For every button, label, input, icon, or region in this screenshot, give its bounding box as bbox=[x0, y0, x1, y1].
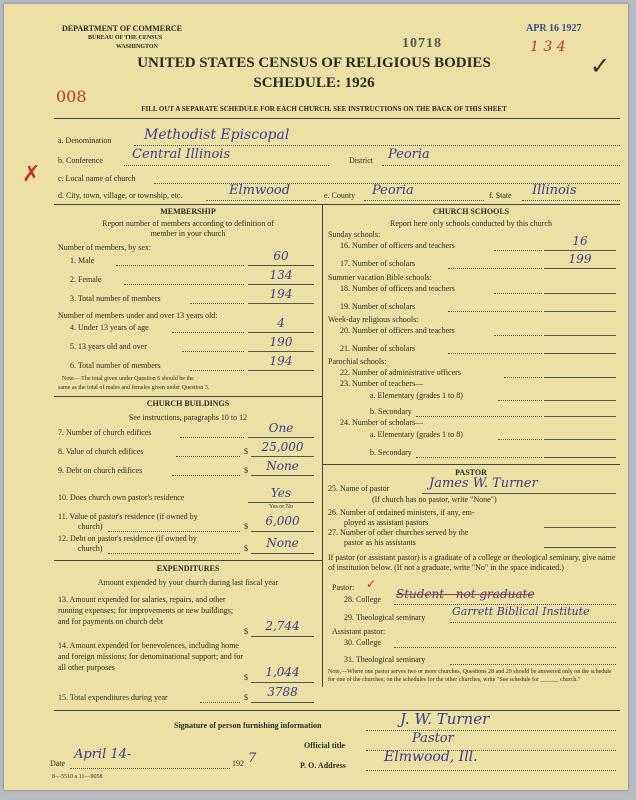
form-title: UNITED STATES CENSUS OF RELIGIOUS BODIES bbox=[137, 55, 491, 71]
schedule-sheet bbox=[4, 4, 628, 790]
q26-label-cont: ployed as assistant pastors bbox=[344, 518, 429, 527]
q12-dollar: $ bbox=[244, 544, 248, 553]
q27-label-cont: pastor as his assistants bbox=[344, 538, 416, 547]
pastor-check-mark: ✓ bbox=[366, 577, 377, 591]
membership-note-2: same as the total of males and females given under Question 3. bbox=[58, 385, 210, 391]
summer-schools-label: Summer vacation Bible schools: bbox=[328, 273, 432, 282]
q11-value: 6,000 bbox=[265, 514, 300, 528]
handwritten-code-mark: 008 bbox=[56, 87, 87, 106]
district-value: Peoria bbox=[388, 147, 430, 162]
state-value: Illinois bbox=[532, 183, 577, 198]
q9-label: 9. Debt on church edifices bbox=[58, 466, 143, 475]
county-value: Peoria bbox=[372, 183, 414, 198]
membership-intro-2: member in your church bbox=[150, 229, 226, 238]
state-label: f. State bbox=[489, 191, 512, 200]
q24b-label: b. Secondary bbox=[370, 448, 412, 457]
date-year-prefix: 192 bbox=[232, 759, 244, 768]
membership-title: MEMBERSHIP bbox=[160, 207, 216, 216]
weekday-schools-label: Week-day religious schools: bbox=[328, 315, 419, 324]
official-title-label: Official title bbox=[304, 741, 346, 750]
official-title-value: Pastor bbox=[412, 731, 454, 746]
q7-value: One bbox=[268, 421, 294, 435]
address-value: Elmwood, Ill. bbox=[384, 749, 478, 765]
q28-label: 28. College bbox=[344, 595, 381, 604]
conference-label: b. Conference bbox=[58, 156, 103, 165]
local-church-label: c. Local name of church bbox=[58, 174, 136, 183]
q24a-label: a. Elementary (grades 1 to 8) bbox=[370, 430, 463, 439]
sunday-schools-label: Sunday schools: bbox=[328, 230, 381, 239]
q27-label: 27. Number of other churches served by the bbox=[328, 528, 469, 537]
q11-dollar: $ bbox=[244, 522, 248, 531]
city-field-label: d. City, town, village, or township, etc. bbox=[58, 191, 183, 200]
expenditures-subtitle: Amount expended by your church during last fiscal year bbox=[97, 578, 279, 587]
q23-label: 23. Number of teachers— bbox=[340, 379, 424, 388]
yes-or-no-hint: Yes or No bbox=[268, 504, 294, 510]
q23a-label: a. Elementary (grades 1 to 8) bbox=[370, 391, 463, 400]
city-label: WASHINGTON bbox=[116, 44, 158, 50]
expenditures-title: EXPENDITURES bbox=[156, 564, 220, 573]
q6-label: 6. Total number of members bbox=[70, 361, 161, 370]
q20-label: 20. Number of officers and teachers bbox=[340, 326, 455, 335]
q19-label: 19. Number of scholars bbox=[340, 302, 416, 311]
q15-value: 3788 bbox=[267, 685, 298, 699]
q6-value: 194 bbox=[269, 354, 293, 368]
serial-number: 10718 bbox=[402, 36, 442, 51]
schools-title: CHURCH SCHOOLS bbox=[432, 207, 510, 216]
q9-dollar: $ bbox=[244, 466, 248, 475]
pastor-note: Note.—Where one pastor serves two or more churches, Questions 28 and 29 should be answered only on the schedule for one of the churches; on the schedules for the other churches, write "See schedule for ______ church." bbox=[328, 669, 612, 683]
q17-value: 199 bbox=[568, 252, 592, 266]
received-date-stamp: APR 16 1927 bbox=[526, 23, 582, 34]
handwritten-number-mark: 1 3 4 bbox=[530, 39, 566, 55]
q2-value: 134 bbox=[269, 268, 293, 282]
members-by-age-label: Number of members under and over 13 years old: bbox=[58, 311, 218, 320]
assistant-pastor-subheading: Assistant pastor: bbox=[332, 627, 386, 636]
q1-value: 60 bbox=[273, 249, 289, 263]
q15-label: 15. Total expenditures during year bbox=[58, 693, 168, 702]
q16-value: 16 bbox=[572, 234, 588, 248]
date-label: Date bbox=[50, 759, 66, 768]
seminary-value: Garrett Biblical Institute bbox=[452, 605, 590, 618]
q25-label: 25. Name of pastor bbox=[328, 484, 390, 493]
buildings-title: CHURCH BUILDINGS bbox=[146, 399, 230, 408]
q1-label: 1. Male bbox=[70, 256, 95, 265]
address-label: P. O. Address bbox=[300, 761, 346, 770]
q11-label-cont: church) bbox=[78, 522, 103, 531]
college-instructions: If pastor (or assistant pastor) is a graduate of a college or theological seminary, give name of institution below. (If not a graduate, write "No" in the space indicated.) bbox=[328, 553, 616, 572]
membership-note-1: Note.—The total given under Question 6 should be the bbox=[62, 376, 194, 382]
q29-label: 29. Theological seminary bbox=[344, 613, 426, 622]
q4-value: 4 bbox=[277, 316, 285, 330]
q13-label: 13. Amount expended for salaries, repairs, and other running expenses; for improvements or new buildings; and for payments on church debt bbox=[58, 595, 234, 626]
q13-dollar: $ bbox=[244, 627, 248, 636]
q10-label: 10. Does church own pastor's residence bbox=[58, 493, 185, 502]
q9-value: None bbox=[266, 459, 299, 473]
q16-label: 16. Number of officers and teachers bbox=[340, 241, 455, 250]
parochial-schools-label: Parochial schools: bbox=[328, 357, 387, 366]
q24-label: 24. Number of scholars— bbox=[340, 418, 424, 427]
check-mark-icon: ✓ bbox=[590, 52, 611, 80]
q5-value: 190 bbox=[269, 335, 293, 349]
q8-dollar: $ bbox=[244, 447, 248, 456]
q5-label: 5. 13 years old and over bbox=[70, 342, 147, 351]
q14-label: 14. Amount expended for benevolences, including home and foreign missions; for denominational support; and for all other purposes bbox=[58, 641, 244, 672]
bureau-label: BUREAU OF THE CENSUS bbox=[88, 35, 163, 41]
q4-label: 4. Under 13 years of age bbox=[70, 323, 149, 332]
schools-subtitle: Report here only schools conducted by this church bbox=[390, 219, 552, 228]
q26-label: 26. Number of ordained ministers, if any, em- bbox=[328, 508, 475, 517]
signature-label: Signature of person furnishing information bbox=[174, 721, 322, 730]
q30-label: 30. College bbox=[344, 638, 381, 647]
college-value: Student - not graduate bbox=[396, 587, 535, 601]
department-label: DEPARTMENT OF COMMERCE bbox=[62, 24, 183, 33]
signature-value: J. W. Turner bbox=[400, 710, 490, 728]
q3-value: 194 bbox=[269, 287, 293, 301]
buildings-subtitle: See instructions, paragraphs 10 to 12 bbox=[128, 413, 248, 422]
q2-label: 2. Female bbox=[70, 275, 102, 284]
q15-dollar: $ bbox=[244, 693, 248, 702]
members-by-sex-label: Number of members, by sex: bbox=[58, 243, 152, 252]
instruction-line: FILL OUT A SEPARATE SCHEDULE FOR EACH CHURCH. SEE INSTRUCTIONS ON THE BACK OF THIS SHEET bbox=[141, 105, 507, 113]
form-number: 8—5510 a 11—9058 bbox=[52, 774, 103, 780]
q12-value: None bbox=[266, 536, 299, 550]
schedule-title: SCHEDULE: 1926 bbox=[253, 75, 375, 91]
q12-label-cont: church) bbox=[78, 544, 103, 553]
q12-label: 12. Debt on pastor's residence (if owned by bbox=[58, 534, 197, 543]
q14-value: 1,044 bbox=[265, 665, 300, 679]
q11-label: 11. Value of pastor's residence (if owned by bbox=[58, 512, 198, 521]
pastor-title: PASTOR bbox=[455, 468, 487, 477]
q25-note: (If church has no pastor, write "None") bbox=[372, 495, 497, 504]
q8-label: 8. Value of church edifices bbox=[58, 447, 144, 456]
q22-label: 22. Number of administrative officers bbox=[340, 368, 461, 377]
date-year-suffix: 7 bbox=[248, 751, 257, 766]
q23b-label: b. Secondary bbox=[370, 407, 412, 416]
q18-label: 18. Number of officers and teachers bbox=[340, 284, 455, 293]
pastor-name-value: James W. Turner bbox=[429, 476, 538, 491]
q14-dollar: $ bbox=[244, 673, 248, 682]
q10-value: Yes bbox=[270, 486, 292, 500]
q17-label: 17. Number of scholars bbox=[340, 259, 416, 268]
q13-value: 2,744 bbox=[265, 619, 300, 633]
denomination-value: Methodist Episcopal bbox=[144, 127, 290, 143]
membership-intro-1: Report number of members according to definition of bbox=[102, 219, 274, 228]
pastor-subheading: Pastor: bbox=[332, 583, 355, 592]
q31-label: 31. Theological seminary bbox=[344, 655, 426, 664]
q21-label: 21. Number of scholars bbox=[340, 344, 416, 353]
conference-value: Central Illinois bbox=[132, 147, 231, 162]
x-mark-icon: ✗ bbox=[22, 162, 41, 187]
city-value: Elmwood bbox=[229, 183, 291, 198]
q7-label: 7. Number of church edifices bbox=[58, 428, 152, 437]
q8-value: 25,000 bbox=[261, 440, 304, 454]
district-label: District bbox=[349, 156, 373, 165]
denomination-label: a. Denomination bbox=[58, 136, 112, 145]
q3-label: 3. Total number of members bbox=[70, 294, 161, 303]
date-value: April 14- bbox=[74, 747, 132, 762]
county-label: e. County bbox=[324, 191, 356, 200]
